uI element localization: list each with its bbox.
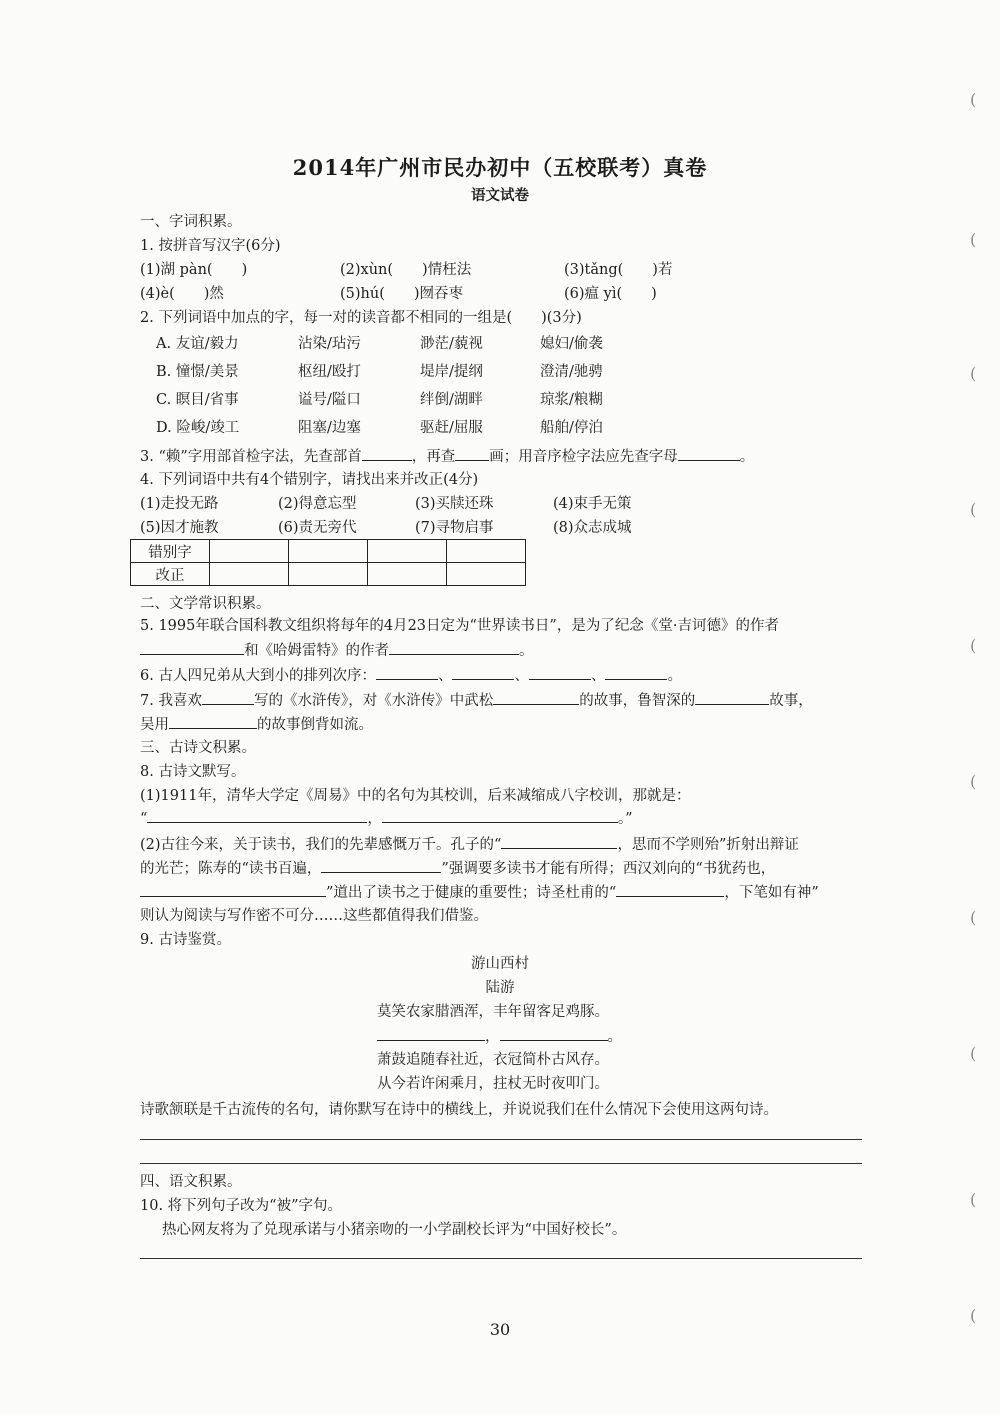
poem-blank-2[interactable] (500, 1026, 608, 1041)
q6-line (140, 665, 682, 686)
q2-stem: 2. 下列词语中加点的字，每一对的读音都不相同的一组是( )(3分) (140, 310, 582, 326)
section-heading-1: 一、字词积累。 (140, 214, 242, 230)
q6-blank-4[interactable] (605, 665, 667, 680)
q7-text-6: 的故事倒背如流。 (257, 717, 373, 733)
q7-text-2: 写的《水浒传》，对《水浒传》中武松 (253, 693, 494, 709)
q1-item-2: (2)xùn( )情枉法 (340, 262, 472, 278)
q2-option-a-1: A. 友谊/毅力 (156, 336, 239, 352)
q8-part-2-line-4: 则认为阅读与写作密不可分……这些都值得我们借鉴。 (140, 908, 488, 924)
q6-blank-1[interactable] (376, 665, 438, 680)
binder-hole-mark: ( (970, 1190, 977, 1209)
answer-cell[interactable] (447, 540, 526, 563)
binder-hole-mark: ( (970, 1044, 977, 1063)
q6-blank-2[interactable] (452, 665, 514, 680)
section-heading-3: 三、古诗文积累。 (140, 740, 256, 756)
poem-author: 陆游 (485, 980, 515, 996)
q8-blank-confucius[interactable] (501, 834, 617, 849)
q2-option-c-1: C. 瞑目/省事 (156, 392, 239, 408)
q4-answer-table (130, 539, 526, 586)
answer-cell[interactable] (210, 563, 289, 586)
q3-line (140, 446, 754, 467)
q5-text-2: 和《哈姆雷特》的作者 (244, 643, 389, 659)
table-header-wrong: 错别字 (131, 540, 210, 563)
q8-part-1-answer (140, 808, 633, 829)
q4-item-4: (4)束手无策 (553, 496, 632, 512)
q6-sep: 、 (514, 668, 529, 684)
q2-option-d-3: 驱赶/屈服 (420, 420, 483, 436)
q10-sentence: 热心网友将为了兑现承诺与小猪亲吻的一小学副校长评为“中国好校长”。 (162, 1222, 627, 1238)
binder-hole-mark: ( (970, 364, 977, 383)
q6-sep: 、 (590, 668, 606, 684)
binder-hole-mark: ( (970, 772, 977, 791)
answer-cell[interactable] (289, 540, 368, 563)
q4-item-6: (6)责无旁代 (278, 520, 357, 536)
binder-hole-mark: ( (970, 500, 977, 519)
q5-line-2 (140, 640, 534, 661)
q7-text-3: 的故事，鲁智深的 (579, 693, 696, 709)
q3-blank-strokes[interactable] (455, 446, 489, 461)
section-heading-2: 二、文学常识积累。 (140, 596, 271, 612)
q4-item-5: (5)因才施教 (140, 520, 219, 536)
q7-text-5: 吴用 (140, 717, 169, 733)
comma: ， (485, 1029, 500, 1045)
q8-part-1: (1)1911年，清华大学定《周易》中的名句为其校训，后来减缩成八字校训，那就是： (140, 788, 691, 804)
q6-end: 。 (667, 668, 682, 684)
binder-hole-mark: ( (970, 1306, 977, 1325)
q1-item-4: (4)è( )然 (140, 286, 224, 302)
q4-item-7: (7)寻物启事 (415, 520, 494, 536)
binder-hole-mark: ( (970, 230, 977, 249)
q8-text-b3: 的光芒；陈寿的“读书百遍， (140, 861, 322, 877)
q3-text-2: ，再查 (411, 449, 456, 465)
q1-item-3: (3)tǎng( )若 (564, 262, 673, 278)
q7-text-1: 7. 我喜欢 (140, 693, 202, 709)
q8-part-2-line-3 (140, 882, 819, 903)
binder-hole-mark: ( (970, 636, 977, 655)
q2-option-d-1: D. 险峻/竣工 (156, 420, 240, 436)
poem-line-4: 从今若许闲乘月，拄杖无时夜叩门。 (377, 1076, 609, 1092)
q5-text-3: 。 (519, 643, 534, 659)
answer-cell[interactable] (368, 540, 447, 563)
q8-blank-motto-1[interactable] (147, 808, 367, 823)
q1-item-6: (6)瘟 yì( ) (564, 286, 657, 302)
poem-line-1: 莫笑农家腊酒浑，丰年留客足鸡豚。 (377, 1004, 609, 1020)
table-row (131, 563, 526, 586)
exam-title: 2014年广州市民办初中（五校联考）真卷 (292, 155, 708, 180)
binder-hole-mark: ( (970, 90, 977, 109)
q7-blank-wusong[interactable] (493, 690, 579, 705)
q6-blank-3[interactable] (529, 665, 591, 680)
q4-stem: 4. 下列词语中共有4个错别字，请找出来并改正(4分) (140, 472, 479, 488)
comma: ， (367, 811, 382, 827)
binder-hole-mark: ( (970, 908, 977, 927)
q3-text-4: 。 (739, 449, 755, 465)
q4-item-8: (8)众志成城 (553, 520, 632, 536)
answer-cell[interactable] (210, 540, 289, 563)
poem-blank-1[interactable] (377, 1026, 485, 1041)
q8-part-2-line-1 (140, 834, 799, 855)
q3-blank-radical[interactable] (362, 446, 412, 461)
q3-text-1: 3. “赖”字用部首检字法，先查部首 (140, 449, 362, 465)
q2-option-b-1: B. 憧憬/美景 (156, 364, 239, 380)
q4-item-3: (3)买牍还珠 (415, 496, 494, 512)
q10-stem: 10. 将下列句子改为“被”字句。 (140, 1198, 342, 1214)
q8-text-b2: ，思而不学则殆”折射出辩证 (617, 837, 799, 853)
q7-blank-wuyong[interactable] (169, 714, 257, 729)
quote-open: “ (140, 811, 148, 827)
q7-blank-luzhishen[interactable] (695, 690, 769, 705)
answer-line[interactable] (140, 1139, 862, 1140)
q2-option-c-4: 琼浆/粮糊 (540, 392, 603, 408)
q6-sep: 、 (437, 668, 453, 684)
q2-option-b-4: 澄清/驰骋 (540, 364, 603, 380)
answer-cell[interactable] (368, 563, 447, 586)
page-number: 30 (489, 1320, 511, 1339)
q2-option-a-4: 媳妇/偷袭 (540, 336, 603, 352)
q4-item-2: (2)得意忘型 (278, 496, 357, 512)
table-header-correct: 改正 (131, 563, 210, 586)
answer-line[interactable] (140, 1258, 862, 1259)
q8-blank-liuxiang[interactable] (140, 882, 326, 897)
q8-stem: 8. 古诗文默写。 (140, 764, 246, 780)
poem-line-2 (377, 1026, 622, 1047)
q4-item-1: (1)走投无路 (140, 496, 219, 512)
q9-stem: 9. 古诗鉴赏。 (140, 932, 231, 948)
poem-title: 游山西村 (471, 956, 529, 972)
q5-blank-1[interactable] (140, 640, 244, 655)
q2-option-b-2: 枢纽/殴打 (298, 364, 361, 380)
quote-close: 。” (617, 811, 633, 827)
q8-text-b6: ，下笔如有神” (724, 885, 819, 901)
q9-question: 诗歌颔联是千古流传的名句，请你默写在诗中的横线上，并说说我们在什么情况下会使用这两句诗。 (140, 1102, 778, 1118)
q5-line-1: 5. 1995年联合国科教文组织将每年的4月23日定为“世界读书日”，是为了纪念《堂·吉诃德》的作者 (140, 618, 779, 634)
q7-line-1 (140, 690, 813, 711)
q3-blank-letter[interactable] (678, 446, 740, 461)
q8-text-b4: ”强调要多读书才能有所得；西汉刘向的“书犹药也， (441, 861, 776, 877)
q2-option-b-3: 堤岸/提纲 (420, 364, 483, 380)
period: 。 (607, 1029, 622, 1045)
q3-text-3: 画；用音序检字法应先查字母 (489, 449, 678, 465)
q7-text-4: 故事， (769, 693, 813, 709)
section-heading-4: 四、语文积累。 (140, 1174, 242, 1190)
q8-text-b5: ”道出了读书之于健康的重要性；诗圣杜甫的“ (326, 885, 617, 901)
answer-cell[interactable] (447, 563, 526, 586)
poem-line-3: 萧鼓追随春社近，衣冠简朴古风存。 (377, 1052, 609, 1068)
q8-blank-dufu[interactable] (616, 882, 724, 897)
q8-part-2-line-2 (140, 858, 775, 879)
q2-option-a-2: 沾染/玷污 (298, 336, 361, 352)
q7-blank-author[interactable] (202, 690, 254, 705)
q2-option-d-4: 船舶/停泊 (540, 420, 603, 436)
q5-blank-2[interactable] (389, 640, 519, 655)
q2-option-a-3: 渺茫/藐视 (420, 336, 483, 352)
answer-cell[interactable] (289, 563, 368, 586)
q6-text: 6. 古人四兄弟从大到小的排列次序： (140, 668, 376, 684)
q1-item-5: (5)hú( )囫吞枣 (340, 286, 464, 302)
q8-text-b1: (2)古往今来，关于读书，我们的先辈感慨万千。孔子的“ (140, 837, 502, 853)
q1-stem: 1. 按拼音写汉字(6分) (140, 238, 281, 254)
q8-blank-motto-2[interactable] (382, 808, 618, 823)
q2-option-c-3: 绊倒/湖畔 (420, 392, 483, 408)
answer-line[interactable] (140, 1163, 862, 1164)
q8-blank-chenshou[interactable] (321, 858, 441, 873)
q7-line-2 (140, 714, 373, 735)
q2-option-c-2: 谥号/隘口 (298, 392, 361, 408)
table-row (131, 540, 526, 563)
q1-item-1: (1)湖 pàn( ) (140, 262, 248, 278)
q2-option-d-2: 阻塞/边塞 (298, 420, 361, 436)
exam-subtitle: 语文试卷 (471, 187, 529, 204)
